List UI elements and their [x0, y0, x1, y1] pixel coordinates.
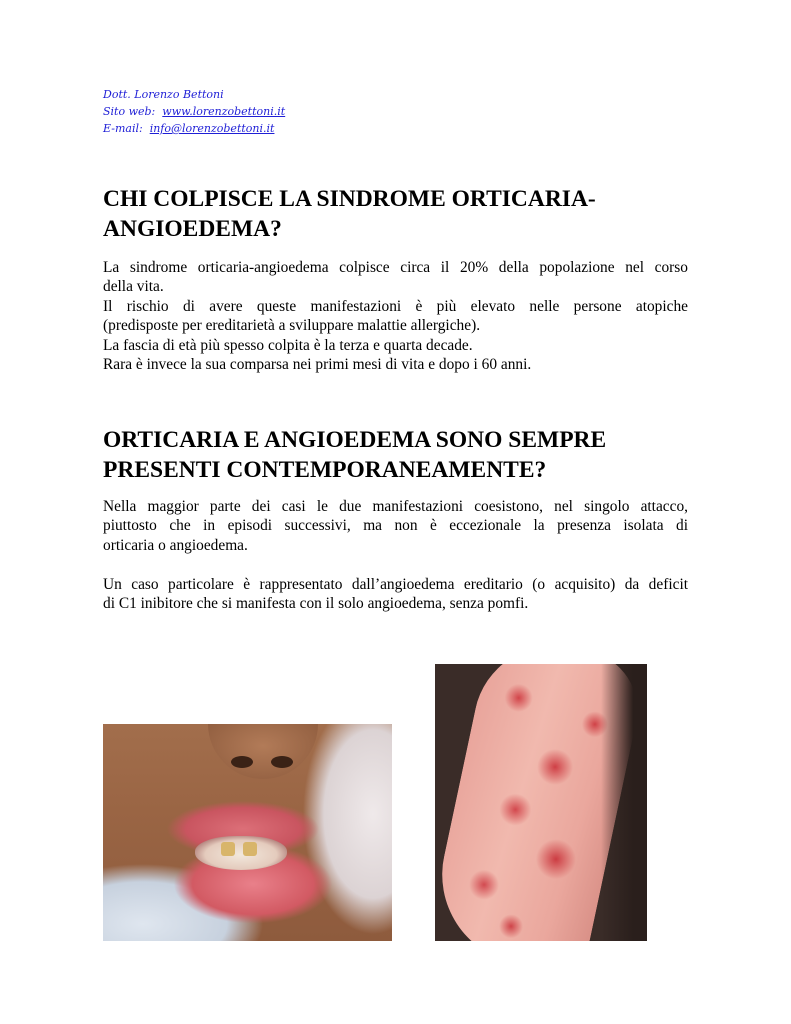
text-line: orticaria o angioedema. [103, 536, 248, 554]
text-line: di C1 inibitore che si manifesta con il solo angioedema, senza pomfi. [103, 595, 529, 613]
section-heading-who [103, 184, 703, 244]
text-line: piuttosto che in episodi successivi, ma non è eccezionale la presenza isolata di [103, 517, 688, 535]
heading-line: CHI COLPISCE LA SINDROME ORTICARIA- [103, 186, 596, 212]
email-label: E-mail: [103, 122, 143, 135]
text-line: (predisposte per ereditarietà a sviluppare malattie allergiche). [103, 317, 481, 335]
paragraph-prevalence [103, 258, 688, 374]
heading-line: ANGIOEDEMA? [103, 216, 282, 242]
open-mouth-shape [195, 836, 287, 870]
paragraph-coexistence [103, 497, 688, 555]
section-heading-simultaneous [103, 425, 703, 485]
tooth-shape [221, 842, 235, 856]
tooth-shape [243, 842, 257, 856]
text-line: La sindrome orticaria-angioedema colpisce circa il 20% della popolazione nel corso [103, 259, 688, 276]
website-row [103, 103, 285, 120]
text-line: della vita. [103, 278, 164, 296]
nose-shape [208, 724, 318, 779]
text-line: Un caso particolare è rappresentato dall’angioedema ereditario (o acquisito) da deficit [103, 576, 688, 593]
website-link[interactable]: www.lorenzobettoni.it [162, 105, 286, 118]
text-line: Il rischio di avere queste manifestazioni è più elevato nelle persone atopiche [103, 297, 688, 315]
heading-line: ORTICARIA E ANGIOEDEMA SONO SEMPRE [103, 427, 607, 453]
paragraph-hereditary [103, 575, 688, 614]
website-label: Sito web: [103, 105, 156, 118]
text-line: La fascia di età più spesso colpita è la terza e quarta decade. [103, 336, 473, 354]
email-row [103, 120, 285, 137]
nostril-shape [231, 756, 253, 768]
text-line: Rara è invece la sua comparsa nei primi mesi di vita e dopo i 60 anni. [103, 356, 532, 374]
nostril-shape [271, 756, 293, 768]
heading-line: PRESENTI CONTEMPORANEAMENTE? [103, 457, 547, 483]
angioedema-lips-photo [103, 724, 392, 941]
background-shadow [601, 664, 647, 941]
text-line: Nella maggior parte dei casi le due manifestazioni coesistono, nel singolo attacco, [103, 498, 688, 515]
urticaria-arm-photo [435, 664, 647, 941]
author-name: Dott. Lorenzo Bettoni [103, 88, 224, 101]
email-link[interactable]: info@lorenzobettoni.it [149, 122, 275, 135]
document-header [103, 86, 285, 137]
